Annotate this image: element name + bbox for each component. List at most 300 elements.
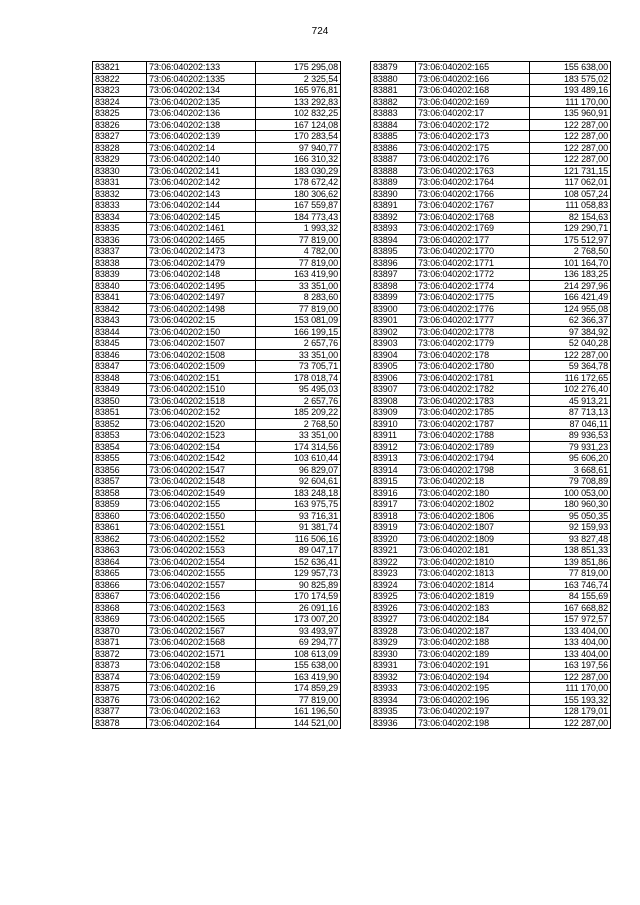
- cadastral-number: 73:06:040202:1551: [147, 522, 256, 534]
- cadastral-number: 73:06:040202:1497: [147, 292, 256, 304]
- cadastral-value: 152 636,41: [256, 556, 341, 568]
- row-number: 83899: [371, 292, 416, 304]
- cadastral-number: 73:06:040202:1798: [416, 464, 530, 476]
- cadastral-value: 180 960,30: [530, 499, 611, 511]
- row-number: 83908: [371, 395, 416, 407]
- cadastral-number: 73:06:040202:1806: [416, 510, 530, 522]
- cadastral-value: 52 040,28: [530, 338, 611, 350]
- row-number: 83846: [93, 349, 147, 361]
- cadastral-value: 77 819,00: [530, 568, 611, 580]
- row-number: 83925: [371, 591, 416, 603]
- cadastral-value: 103 610,44: [256, 453, 341, 465]
- table-row: [371, 579, 611, 591]
- cadastral-number: 73:06:040202:1764: [416, 177, 530, 189]
- table-row: [371, 326, 611, 338]
- row-number: 83838: [93, 257, 147, 269]
- cadastral-value: 175 295,08: [256, 62, 341, 74]
- row-number: 83825: [93, 108, 147, 120]
- cadastral-number: 73:06:040202:1563: [147, 602, 256, 614]
- cadastral-value: 82 154,63: [530, 211, 611, 223]
- table-row: [93, 188, 341, 200]
- table-row: [93, 338, 341, 350]
- row-number: 83824: [93, 96, 147, 108]
- cadastral-value: 101 164,70: [530, 257, 611, 269]
- table-row: [371, 303, 611, 315]
- table-row: [93, 556, 341, 568]
- row-number: 83904: [371, 349, 416, 361]
- row-number: 83862: [93, 533, 147, 545]
- cadastral-number: 73:06:040202:1776: [416, 303, 530, 315]
- cadastral-value: 89 936,53: [530, 430, 611, 442]
- row-number: 83929: [371, 637, 416, 649]
- row-number: 83829: [93, 154, 147, 166]
- cadastral-number: 73:06:040202:1770: [416, 246, 530, 258]
- cadastral-number: 73:06:040202:151: [147, 372, 256, 384]
- row-number: 83848: [93, 372, 147, 384]
- cadastral-number: 73:06:040202:168: [416, 85, 530, 97]
- row-number: 83877: [93, 706, 147, 718]
- table-row: [371, 119, 611, 131]
- cadastral-value: 95 606,20: [530, 453, 611, 465]
- cadastral-value: 163 746,74: [530, 579, 611, 591]
- cadastral-number: 73:06:040202:140: [147, 154, 256, 166]
- cadastral-value: 167 559,87: [256, 200, 341, 212]
- cadastral-number: 73:06:040202:1779: [416, 338, 530, 350]
- cadastral-value: 2 657,76: [256, 395, 341, 407]
- cadastral-number: 73:06:040202:1542: [147, 453, 256, 465]
- cadastral-number: 73:06:040202:1778: [416, 326, 530, 338]
- cadastral-value: 77 819,00: [256, 234, 341, 246]
- row-number: 83873: [93, 660, 147, 672]
- row-number: 83875: [93, 683, 147, 695]
- row-number: 83887: [371, 154, 416, 166]
- table-row: [93, 625, 341, 637]
- cadastral-number: 73:06:040202:1507: [147, 338, 256, 350]
- table-row: [371, 648, 611, 660]
- cadastral-number: 73:06:040202:164: [147, 717, 256, 729]
- row-number: 83932: [371, 671, 416, 683]
- cadastral-number: 73:06:040202:1555: [147, 568, 256, 580]
- row-number: 83896: [371, 257, 416, 269]
- cadastral-number: 73:06:040202:1473: [147, 246, 256, 258]
- cadastral-value: 77 819,00: [256, 257, 341, 269]
- table-row: [93, 602, 341, 614]
- row-number: 83834: [93, 211, 147, 223]
- table-row: [371, 591, 611, 603]
- cadastral-number: 73:06:040202:1567: [147, 625, 256, 637]
- table-row: [93, 648, 341, 660]
- cadastral-value: 73 705,71: [256, 361, 341, 373]
- cadastral-value: 133 404,00: [530, 648, 611, 660]
- cadastral-value: 116 506,16: [256, 533, 341, 545]
- cadastral-value: 89 047,17: [256, 545, 341, 557]
- table-row: [371, 614, 611, 626]
- cadastral-value: 133 404,00: [530, 637, 611, 649]
- cadastral-value: 93 716,31: [256, 510, 341, 522]
- cadastral-value: 183 248,18: [256, 487, 341, 499]
- table-row: [93, 234, 341, 246]
- cadastral-number: 73:06:040202:181: [416, 545, 530, 557]
- cadastral-number: 73:06:040202:184: [416, 614, 530, 626]
- cadastral-number: 73:06:040202:1785: [416, 407, 530, 419]
- table-row: [93, 545, 341, 557]
- table-row: [93, 62, 341, 74]
- cadastral-value: 129 957,73: [256, 568, 341, 580]
- table-row: [371, 165, 611, 177]
- cadastral-number: 73:06:040202:135: [147, 96, 256, 108]
- row-number: 83892: [371, 211, 416, 223]
- cadastral-number: 73:06:040202:1508: [147, 349, 256, 361]
- table-row: [371, 637, 611, 649]
- row-number: 83828: [93, 142, 147, 154]
- table-row: [93, 499, 341, 511]
- cadastral-value: 136 183,25: [530, 269, 611, 281]
- cadastral-value: 1 993,32: [256, 223, 341, 235]
- row-number: 83827: [93, 131, 147, 143]
- cadastral-value: 102 832,25: [256, 108, 341, 120]
- row-number: 83878: [93, 717, 147, 729]
- row-number: 83883: [371, 108, 416, 120]
- row-number: 83830: [93, 165, 147, 177]
- cadastral-value: 79 931,23: [530, 441, 611, 453]
- row-number: 83917: [371, 499, 416, 511]
- table-row: [93, 660, 341, 672]
- table-row: [371, 96, 611, 108]
- row-number: 83933: [371, 683, 416, 695]
- cadastral-value: 33 351,00: [256, 430, 341, 442]
- cadastral-number: 73:06:040202:154: [147, 441, 256, 453]
- row-number: 83889: [371, 177, 416, 189]
- cadastral-number: 73:06:040202:1788: [416, 430, 530, 442]
- table-row: [93, 522, 341, 534]
- row-number: 83845: [93, 338, 147, 350]
- table-row: [93, 292, 341, 304]
- cadastral-number: 73:06:040202:178: [416, 349, 530, 361]
- cadastral-value: 62 366,37: [530, 315, 611, 327]
- cadastral-number: 73:06:040202:1523: [147, 430, 256, 442]
- table-row: [371, 660, 611, 672]
- table-row: [93, 717, 341, 729]
- table-row: [371, 556, 611, 568]
- cadastral-number: 73:06:040202:143: [147, 188, 256, 200]
- row-number: 83840: [93, 280, 147, 292]
- cadastral-number: 73:06:040202:1772: [416, 269, 530, 281]
- cadastral-number: 73:06:040202:195: [416, 683, 530, 695]
- table-row: [93, 637, 341, 649]
- row-number: 83913: [371, 453, 416, 465]
- cadastral-value: 135 960,91: [530, 108, 611, 120]
- cadastral-value: 133 292,83: [256, 96, 341, 108]
- row-number: 83888: [371, 165, 416, 177]
- table-row: [371, 338, 611, 350]
- cadastral-number: 73:06:040202:1767: [416, 200, 530, 212]
- table-row: [93, 223, 341, 235]
- table-row: [93, 361, 341, 373]
- row-number: 83857: [93, 476, 147, 488]
- cadastral-number: 73:06:040202:1794: [416, 453, 530, 465]
- table-row: [93, 326, 341, 338]
- table-row: [371, 131, 611, 143]
- row-number: 83826: [93, 119, 147, 131]
- table-row: [371, 441, 611, 453]
- cadastral-number: 73:06:040202:1766: [416, 188, 530, 200]
- cadastral-value: 8 283,60: [256, 292, 341, 304]
- table-row: [93, 579, 341, 591]
- table-row: [371, 568, 611, 580]
- cadastral-value: 26 091,16: [256, 602, 341, 614]
- row-number: 83920: [371, 533, 416, 545]
- table-row: [93, 131, 341, 143]
- row-number: 83903: [371, 338, 416, 350]
- cadastral-value: 214 297,96: [530, 280, 611, 292]
- cadastral-value: 93 493,97: [256, 625, 341, 637]
- cadastral-value: 116 172,65: [530, 372, 611, 384]
- cadastral-value: 122 287,00: [530, 154, 611, 166]
- table-row: [371, 384, 611, 396]
- row-number: 83864: [93, 556, 147, 568]
- page-number: 724: [311, 26, 329, 37]
- cadastral-number: 73:06:040202:1509: [147, 361, 256, 373]
- table-row: [371, 499, 611, 511]
- table-row: [93, 85, 341, 97]
- cadastral-number: 73:06:040202:1518: [147, 395, 256, 407]
- row-number: 83915: [371, 476, 416, 488]
- cadastral-value: 184 773,43: [256, 211, 341, 223]
- cadastral-number: 73:06:040202:158: [147, 660, 256, 672]
- cadastral-value: 166 199,15: [256, 326, 341, 338]
- table-row: [93, 73, 341, 85]
- cadastral-value: 121 731,15: [530, 165, 611, 177]
- table-row: [371, 292, 611, 304]
- cadastral-number: 73:06:040202:138: [147, 119, 256, 131]
- table-row: [371, 487, 611, 499]
- row-number: 83866: [93, 579, 147, 591]
- cadastral-number: 73:06:040202:187: [416, 625, 530, 637]
- table-row: [371, 62, 611, 74]
- cadastral-value: 128 179,01: [530, 706, 611, 718]
- cadastral-number: 73:06:040202:1802: [416, 499, 530, 511]
- cadastral-value: 178 672,42: [256, 177, 341, 189]
- cadastral-number: 73:06:040202:1774: [416, 280, 530, 292]
- table-row: [371, 257, 611, 269]
- table-row: [371, 533, 611, 545]
- cadastral-number: 73:06:040202:1777: [416, 315, 530, 327]
- cadastral-value: 153 081,09: [256, 315, 341, 327]
- cadastral-number: 73:06:040202:1775: [416, 292, 530, 304]
- row-number: 83922: [371, 556, 416, 568]
- cadastral-value: 96 829,07: [256, 464, 341, 476]
- table-row: [93, 119, 341, 131]
- table-row: [371, 246, 611, 258]
- cadastral-number: 73:06:040202:16: [147, 683, 256, 695]
- cadastral-value: 2 768,50: [530, 246, 611, 258]
- row-number: 83895: [371, 246, 416, 258]
- cadastral-number: 73:06:040202:152: [147, 407, 256, 419]
- table-row: [371, 671, 611, 683]
- cadastral-number: 73:06:040202:144: [147, 200, 256, 212]
- cadastral-number: 73:06:040202:1782: [416, 384, 530, 396]
- table-row: [93, 257, 341, 269]
- table-row: [371, 211, 611, 223]
- cadastral-value: 155 638,00: [530, 62, 611, 74]
- row-number: 83858: [93, 487, 147, 499]
- cadastral-value: 122 287,00: [530, 142, 611, 154]
- row-number: 83880: [371, 73, 416, 85]
- table-row: [93, 349, 341, 361]
- row-number: 83914: [371, 464, 416, 476]
- cadastral-number: 73:06:040202:1498: [147, 303, 256, 315]
- table-row: [371, 154, 611, 166]
- row-number: 83868: [93, 602, 147, 614]
- cadastral-number: 73:06:040202:150: [147, 326, 256, 338]
- row-number: 83931: [371, 660, 416, 672]
- row-number: 83902: [371, 326, 416, 338]
- table-row: [371, 280, 611, 292]
- cadastral-value: 175 512,97: [530, 234, 611, 246]
- row-number: 83869: [93, 614, 147, 626]
- cadastral-value: 111 170,00: [530, 96, 611, 108]
- cadastral-value: 122 287,00: [530, 131, 611, 143]
- table-row: [93, 533, 341, 545]
- cadastral-value: 166 421,49: [530, 292, 611, 304]
- cadastral-number: 73:06:040202:162: [147, 694, 256, 706]
- cadastral-number: 73:06:040202:1510: [147, 384, 256, 396]
- table-row: [93, 510, 341, 522]
- cadastral-value: 3 668,61: [530, 464, 611, 476]
- table-row: [371, 418, 611, 430]
- cadastral-value: 155 193,32: [530, 694, 611, 706]
- cadastral-number: 73:06:040202:1768: [416, 211, 530, 223]
- cadastral-number: 73:06:040202:1819: [416, 591, 530, 603]
- row-number: 83921: [371, 545, 416, 557]
- cadastral-number: 73:06:040202:198: [416, 717, 530, 729]
- row-number: 83886: [371, 142, 416, 154]
- cadastral-value: 183 030,29: [256, 165, 341, 177]
- table-row: [93, 464, 341, 476]
- table-row: [93, 303, 341, 315]
- cadastral-number: 73:06:040202:1465: [147, 234, 256, 246]
- cadastral-number: 73:06:040202:142: [147, 177, 256, 189]
- table-row: [371, 349, 611, 361]
- cadastral-value: 174 859,29: [256, 683, 341, 695]
- cadastral-value: 33 351,00: [256, 280, 341, 292]
- cadastral-value: 167 124,08: [256, 119, 341, 131]
- cadastral-number: 73:06:040202:177: [416, 234, 530, 246]
- row-number: 83934: [371, 694, 416, 706]
- table-row: [93, 96, 341, 108]
- cadastral-value: 117 062,01: [530, 177, 611, 189]
- cadastral-value: 92 604,61: [256, 476, 341, 488]
- table-row: [93, 706, 341, 718]
- cadastral-number: 73:06:040202:175: [416, 142, 530, 154]
- row-number: 83836: [93, 234, 147, 246]
- row-number: 83870: [93, 625, 147, 637]
- table-row: [93, 269, 341, 281]
- table-row: [371, 717, 611, 729]
- table-row: [371, 234, 611, 246]
- table-row: [93, 568, 341, 580]
- row-number: 83876: [93, 694, 147, 706]
- cadastral-value: 180 306,62: [256, 188, 341, 200]
- cadastral-value: 111 058,83: [530, 200, 611, 212]
- row-number: 83865: [93, 568, 147, 580]
- cadastral-value: 77 819,00: [256, 694, 341, 706]
- cadastral-number: 73:06:040202:176: [416, 154, 530, 166]
- cadastral-value: 170 283,54: [256, 131, 341, 143]
- cadastral-number: 73:06:040202:165: [416, 62, 530, 74]
- row-number: 83844: [93, 326, 147, 338]
- cadastral-number: 73:06:040202:1787: [416, 418, 530, 430]
- row-number: 83923: [371, 568, 416, 580]
- row-number: 83894: [371, 234, 416, 246]
- cadastral-number: 73:06:040202:156: [147, 591, 256, 603]
- cadastral-value: 69 294,77: [256, 637, 341, 649]
- cadastral-number: 73:06:040202:133: [147, 62, 256, 74]
- table-row: [371, 683, 611, 695]
- cadastral-number: 73:06:040202:1553: [147, 545, 256, 557]
- table-row: [93, 108, 341, 120]
- cadastral-number: 73:06:040202:188: [416, 637, 530, 649]
- table-row: [371, 315, 611, 327]
- row-number: 83893: [371, 223, 416, 235]
- cadastral-number: 73:06:040202:136: [147, 108, 256, 120]
- row-number: 83905: [371, 361, 416, 373]
- row-number: 83901: [371, 315, 416, 327]
- cadastral-number: 73:06:040202:1571: [147, 648, 256, 660]
- cadastral-value: 100 053,00: [530, 487, 611, 499]
- cadastral-number: 73:06:040202:148: [147, 269, 256, 281]
- table-row: [371, 142, 611, 154]
- row-number: 83898: [371, 280, 416, 292]
- row-number: 83835: [93, 223, 147, 235]
- table-row: [93, 200, 341, 212]
- cadastral-value: 95 050,35: [530, 510, 611, 522]
- cadastral-number: 73:06:040202:1810: [416, 556, 530, 568]
- row-number: 83849: [93, 384, 147, 396]
- cadastral-value: 155 638,00: [256, 660, 341, 672]
- row-number: 83879: [371, 62, 416, 74]
- cadastral-value: 97 384,92: [530, 326, 611, 338]
- cadastral-value: 2 768,50: [256, 418, 341, 430]
- table-row: [93, 142, 341, 154]
- cadastral-number: 73:06:040202:191: [416, 660, 530, 672]
- row-number: 83926: [371, 602, 416, 614]
- table-row: [371, 510, 611, 522]
- cadastral-number: 73:06:040202:163: [147, 706, 256, 718]
- table-row: [93, 154, 341, 166]
- cadastral-number: 73:06:040202:196: [416, 694, 530, 706]
- cadastral-table-right: [370, 61, 611, 729]
- row-number: 83823: [93, 85, 147, 97]
- table-row: [93, 165, 341, 177]
- row-number: 83881: [371, 85, 416, 97]
- cadastral-value: 139 851,86: [530, 556, 611, 568]
- cadastral-value: 183 575,02: [530, 73, 611, 85]
- cadastral-number: 73:06:040202:1814: [416, 579, 530, 591]
- table-row: [371, 73, 611, 85]
- table-row: [371, 625, 611, 637]
- cadastral-number: 73:06:040202:1783: [416, 395, 530, 407]
- row-number: 83916: [371, 487, 416, 499]
- row-number: 83847: [93, 361, 147, 373]
- cadastral-number: 73:06:040202:1769: [416, 223, 530, 235]
- cadastral-value: 163 419,90: [256, 269, 341, 281]
- cadastral-value: 163 419,90: [256, 671, 341, 683]
- cadastral-value: 193 489,16: [530, 85, 611, 97]
- row-number: 83930: [371, 648, 416, 660]
- cadastral-number: 73:06:040202:180: [416, 487, 530, 499]
- cadastral-number: 73:06:040202:172: [416, 119, 530, 131]
